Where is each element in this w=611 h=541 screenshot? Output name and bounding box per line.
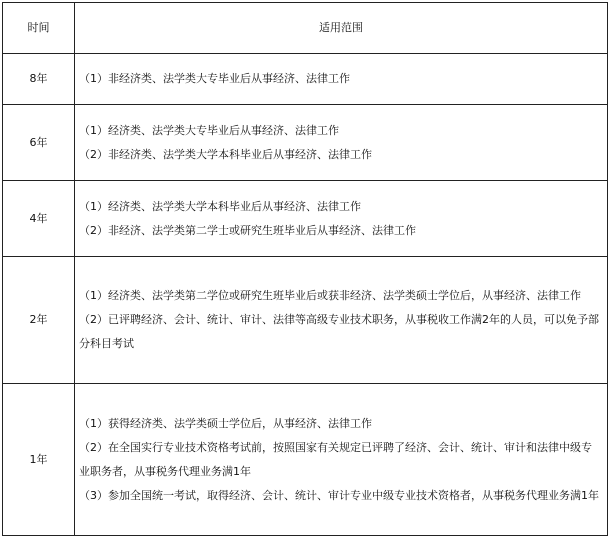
scope-item: （1）经济类、法学类大学本科毕业后从事经济、法律工作 [79,199,361,213]
scope-cell [75,181,608,257]
header-scope: 适用范围 [75,3,608,54]
scope-item: （1）经济类、法学类第二学位或研究生班毕业后或获非经济、法学类硕士学位后，从事经济、法律工作 [79,289,581,302]
time-cell: 2年 [3,257,75,384]
header-row [3,3,608,54]
scope-item: （2）已评聘经济、会计、统计、审计、法律等高级专业技术职务，从事税收工作满2年的人员，可以免予部分科目考试 [79,313,599,350]
scope-item: （1）获得经济类、法学类硕士学位后，从事经济、法律工作 [79,416,372,430]
time-cell: 6年 [3,105,75,181]
scope-item: （1）经济类、法学类大专毕业后从事经济、法律工作 [79,123,339,137]
table-row [3,181,608,257]
time-cell: 8年 [3,54,75,105]
scope-cell [75,257,608,384]
qualification-table [2,2,608,536]
time-cell: 4年 [3,181,75,257]
scope-item: （2）非经济、法学类第二学士或研究生班毕业后从事经济、法律工作 [79,223,416,237]
header-time: 时间 [3,3,75,54]
table-row [3,105,608,181]
scope-cell [75,384,608,536]
table-row [3,384,608,536]
time-cell: 1年 [3,384,75,536]
scope-item: （2）在全国实行专业技术资格考试前，按照国家有关规定已评聘了经济、会计、统计、审计和法律中级专业职务者，从事税务代理业务满1年 [79,440,592,478]
table-row [3,257,608,384]
scope-item: （1）非经济类、法学类大专毕业后从事经济、法律工作 [79,72,350,85]
scope-item: （2）非经济类、法学类大学本科毕业后从事经济、法律工作 [79,147,372,161]
scope-item: （3）参加全国统一考试，取得经济、会计、统计、审计专业中级专业技术资格者，从事税务代理业务满1年 [79,488,599,502]
scope-cell [75,105,608,181]
table-row [3,54,608,105]
scope-cell [75,54,608,105]
